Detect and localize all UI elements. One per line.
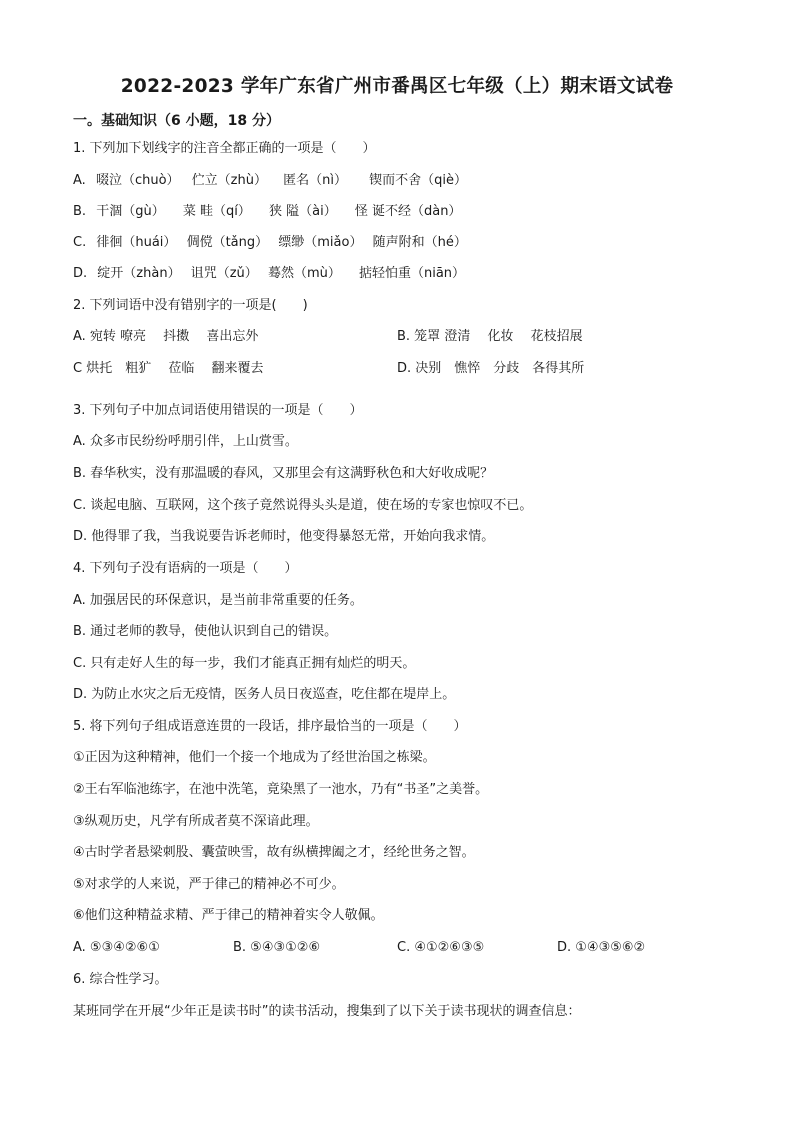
option-word: 诅咒（zǔ） [190,266,258,281]
q5-option-a: A. ⑤③④②⑥① [73,940,160,955]
option-word: 蓦然（mù） [267,266,341,281]
q3-option-d: D. 他得罪了我，当我说要告诉老师时，他变得暴怒无常，开始向我求情。 [73,529,495,544]
q6-intro-text: 某班同学在开展“少年正是读书时”的读书活动，搜集到了以下关于读书现状的调查信息： [73,1004,581,1019]
option-word: 伫立（zhù） [191,173,267,188]
option-word: 绽开（zhàn） [97,266,181,281]
question-6-stem: 6. 综合性学习。 [73,972,168,987]
option-word: 锲而不舍（qiè） [369,173,467,188]
option-word: 狭 隘（ài） [268,204,337,219]
q4-option-d: D. 为防止水灾之后无疫情，医务人员日夜巡查，吃住都在堤岸上。 [73,687,456,702]
question-1-stem: 1. 下列加下划线字的注音全都正确的一项是（ ） [73,141,376,156]
q5-sentence-4: ④古时学者悬梁刺股、囊萤映雪，故有纵横捭阖之才，经纶世务之智。 [73,845,475,860]
q5-sentence-5: ⑤对求学的人来说，严于律己的精神必不可少。 [73,877,345,892]
q5-sentence-6: ⑥他们这种精益求精、严于律己的精神着实令人敬佩。 [73,908,384,923]
q3-option-b: B. 春华秋实，没有那温暖的春风，又那里会有这满野秋色和大好收成呢？ [73,466,494,481]
q4-option-c: C. 只有走好人生的每一步，我们才能真正拥有灿烂的明天。 [73,656,416,671]
question-3-stem: 3. 下列句子中加点词语使用错误的一项是（ ） [73,403,363,418]
option-word: 徘徊（huái） [96,235,177,250]
q1-option-a [73,172,467,190]
q2-option-d: D. 决别 憔悴 分歧 各得其所 [397,361,585,376]
q2-option-b: B. 笼罩 澄清 化妆 花枝招展 [397,329,583,344]
q2-option-a: A. 宛转 嘹亮 抖擞 喜出忘外 [73,329,259,344]
q5-option-c: C. ④①②⑥③⑤ [397,940,485,955]
option-label: C. [73,235,87,250]
option-word: 倜傥（tǎng） [186,235,269,250]
q3-option-c: C. 谈起电脑、互联网，这个孩子竟然说得头头是道，使在场的专家也惊叹不已。 [73,498,533,513]
q1-option-d [73,265,465,283]
option-word: 缥缈（miǎo） [278,235,363,250]
q2-option-c: C 烘托 粗犷 莅临 翻来覆去 [73,361,264,376]
page-title: 2022-2023 学年广东省广州市番禺区七年级（上）期末语文试卷 [120,76,674,97]
option-word: 干涸（gù） [96,204,165,219]
option-word: 随声附和（hé） [372,235,467,250]
q5-option-b: B. ⑤④③①②⑥ [233,940,321,955]
option-word: 掂轻怕重（niān） [358,266,466,281]
q5-sentence-3: ③纵观历史，凡学有所成者莫不深谙此理。 [73,814,319,829]
option-word: 啜泣（chuò） [95,173,180,188]
q1-option-b [73,203,461,221]
question-5-stem: 5. 将下列句子组成语意连贯的一段话，排序最恰当的一项是（ ） [73,719,467,734]
question-2-stem: 2. 下列词语中没有错别字的一项是( ) [73,298,308,313]
option-word: 菜 畦（qí） [182,204,251,219]
q5-sentence-2: ②王右军临池练字，在池中洗笔，竟染黑了一池水，乃有“书圣”之美誉。 [73,782,489,797]
q1-option-c [73,234,467,252]
q3-option-a: A. 众多市民纷纷呼朋引伴，上山赏雪。 [73,434,298,449]
option-label: B. [73,204,87,219]
option-word: 匿名（nì） [283,173,347,188]
q5-sentence-1: ①正因为这种精神，他们一个接一个地成为了经世治国之栋梁。 [73,750,436,765]
section-heading: 一。基础知识（6 小题，18 分） [73,113,280,129]
q5-option-d: D. ①④③⑤⑥② [557,940,646,955]
question-4-stem: 4. 下列句子没有语病的一项是（ ） [73,561,298,576]
option-label: D. [73,266,88,281]
option-word: 怪 诞不经（dàn） [354,204,462,219]
q4-option-b: B. 通过老师的教导，使他认识到自己的错误。 [73,624,338,639]
option-label: A. [73,173,86,188]
q4-option-a: A. 加强居民的环保意识，是当前非常重要的任务。 [73,593,363,608]
